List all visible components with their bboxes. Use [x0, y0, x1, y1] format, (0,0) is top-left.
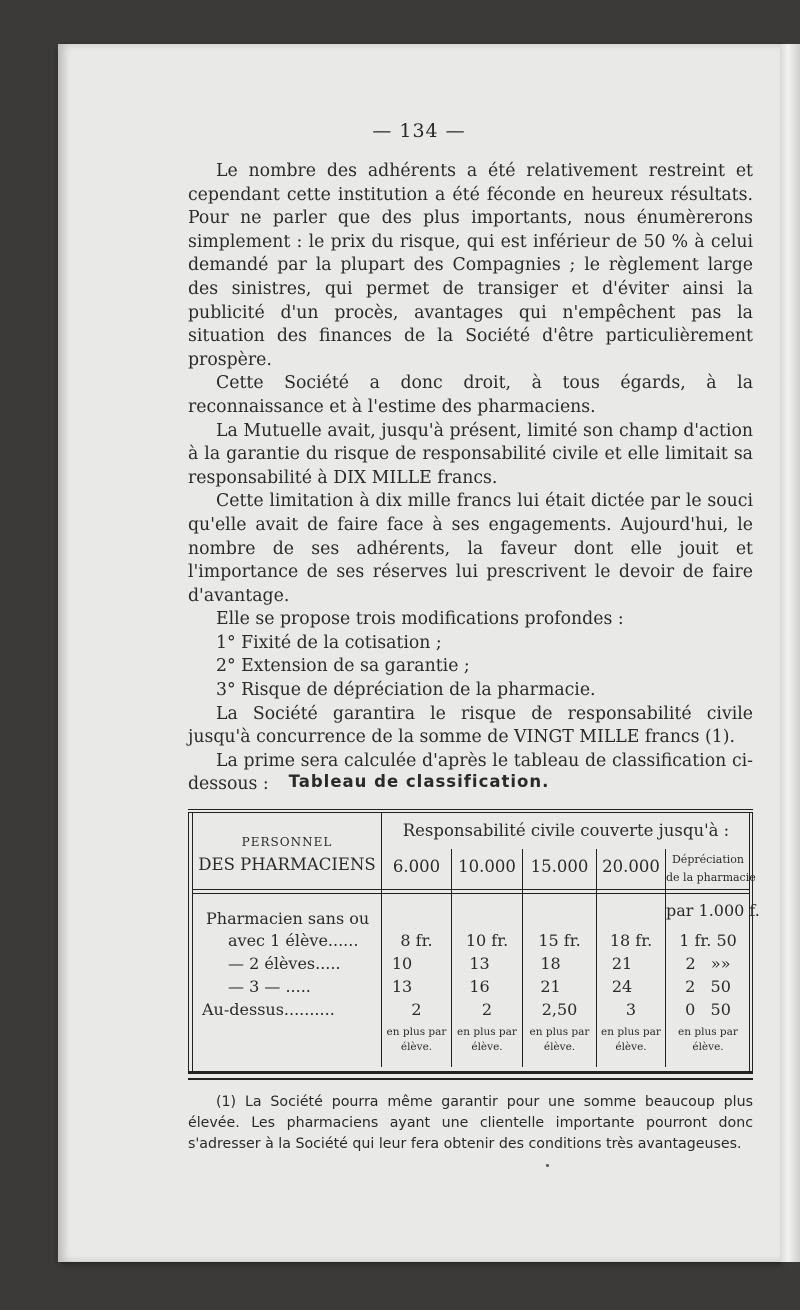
depreciation-unit: par 1.000 f. [666, 901, 760, 920]
list-item: 2° Extension de sa garantie ; [216, 656, 470, 677]
row-label: avec 1 élève...... [228, 931, 359, 950]
body-text [188, 160, 753, 797]
note-text: élève. [615, 1041, 647, 1053]
table-cell: 15 fr. [538, 931, 581, 950]
table-title: Tableau de classification. [288, 772, 550, 791]
note-cell [452, 1025, 522, 1055]
note-cell [382, 1025, 451, 1055]
note-cell [523, 1025, 596, 1055]
table-cell: 16 [469, 977, 490, 996]
column-header: 6.000 [392, 857, 441, 876]
table-left-border [188, 813, 193, 1071]
paragraph: Cette limitation à dix mille francs lui était dictée par le souci qu'elle avait de faire face à ses engagements. Aujourd'hui, le nombre de ses adhérents, la faveur dont elle jouit et l'importance de ses réserves lui prescrivent le devoir de faire d'avantage. [188, 491, 753, 606]
page-number: — 134 — [372, 120, 466, 142]
column-header: 15.000 [530, 857, 589, 876]
column-header-depreciation: Dépréciation [671, 853, 745, 866]
note-text: en plus par [678, 1026, 738, 1038]
note-text: élève. [400, 1041, 433, 1053]
row-label: Pharmacien sans ou [206, 909, 370, 928]
header-rule [193, 893, 750, 894]
note-text: élève. [692, 1041, 724, 1053]
table-cell: 21 [540, 977, 561, 996]
table-cell: 18 [540, 954, 561, 973]
table-cell: 2 [481, 1000, 493, 1019]
classification-table [188, 809, 760, 1074]
note-text: élève. [543, 1041, 576, 1053]
list-item: 1° Fixité de la cotisation ; [216, 632, 442, 653]
note-text: en plus par [529, 1026, 590, 1038]
paragraph: Elle se propose trois modifications profondes : [216, 609, 624, 630]
paragraph: Le nombre des adhérents a été relativement restreint et cependant cette institution a été féconde en heureux résultats. Pour ne parler que des plus importants, nous énumèrerons simplement : le prix du risque, qui est inférieur de 50 % à celui demandé par la plupart des Compagnies ; le règlement large des sinistres, qui permet de transiger et d'éviter ainsi la publicité d'un procès, avantages qui n'empêchent pas la situation des finances de la Société d'être particulièrement prospère. [188, 161, 753, 370]
footnote [188, 1092, 753, 1155]
table-cell: 8 fr. [400, 931, 433, 950]
note-text: en plus par [457, 1026, 517, 1038]
list-item: 3° Risque de dépréciation de la pharmacie. [216, 680, 596, 701]
row-label: — 2 élèves..... [228, 954, 341, 973]
header-responsabilite: Responsabilité civile couverte jusqu'à : [402, 821, 730, 840]
table-cell: 2 50 [685, 977, 731, 996]
header-personnel: PERSONNEL [241, 835, 333, 849]
paragraph: Cette Société a donc droit, à tous égards, à la reconnaissance et à l'estime des pharmaciens. [188, 373, 753, 417]
footnote-text: (1) La Société pourra même garantir pour une somme beaucoup plus élevée. Les pharmaciens ayant une clientelle importante pourront donc s'adresser à la Société qui leur fera obtenir des conditions très avantageuses. [188, 1094, 753, 1152]
table-cell: 13 [469, 954, 490, 973]
page-edge [780, 44, 800, 1262]
table-cell: 2,50 [541, 1000, 578, 1019]
column-header: 10.000 [458, 857, 516, 876]
note-cell [666, 1025, 750, 1055]
table-cell: 0 50 [685, 1000, 731, 1019]
table-cell: 2 »» [685, 954, 731, 973]
book-page [58, 44, 780, 1262]
table-cell: 2 [411, 1000, 422, 1019]
paragraph: La prime sera calculée d'après le tableau de classification ci-dessous : [188, 750, 753, 795]
note-text: en plus par [386, 1026, 447, 1038]
paper-speck [546, 1164, 549, 1167]
note-text: élève. [471, 1041, 503, 1053]
footnote-rule [188, 1078, 753, 1080]
note-text: en plus par [601, 1026, 661, 1038]
table-cell: 24 [611, 977, 633, 996]
table-cell: 18 fr. [609, 931, 653, 950]
row-label: — 3 — ..... [228, 977, 311, 996]
table-cell: 10 [391, 954, 413, 973]
table-cell: 3 [625, 1000, 637, 1019]
table-cell: 21 [611, 954, 633, 973]
header-rule [193, 889, 750, 890]
header-personnel: DES PHARMACIENS [198, 855, 376, 874]
note-cell [597, 1025, 665, 1055]
row-label: Au-dessus.......... [202, 1000, 335, 1019]
paragraph: La Mutuelle avait, jusqu'à présent, limité son champ d'action à la garantie du risque de responsabilité civile et elle limitait sa responsabilité à DIX MILLE francs. [188, 420, 753, 488]
paragraph: La Société garantira le risque de responsabilité civile jusqu'à concurrence de la somme de VINGT MILLE francs (1). [188, 703, 753, 748]
table-cell: 1 fr. 50 [679, 931, 737, 950]
column-header-depreciation: de la pharmacie [666, 871, 756, 884]
table-cell: 10 fr. [465, 931, 509, 950]
table-cell: 13 [391, 977, 413, 996]
column-header: 20.000 [602, 857, 660, 876]
